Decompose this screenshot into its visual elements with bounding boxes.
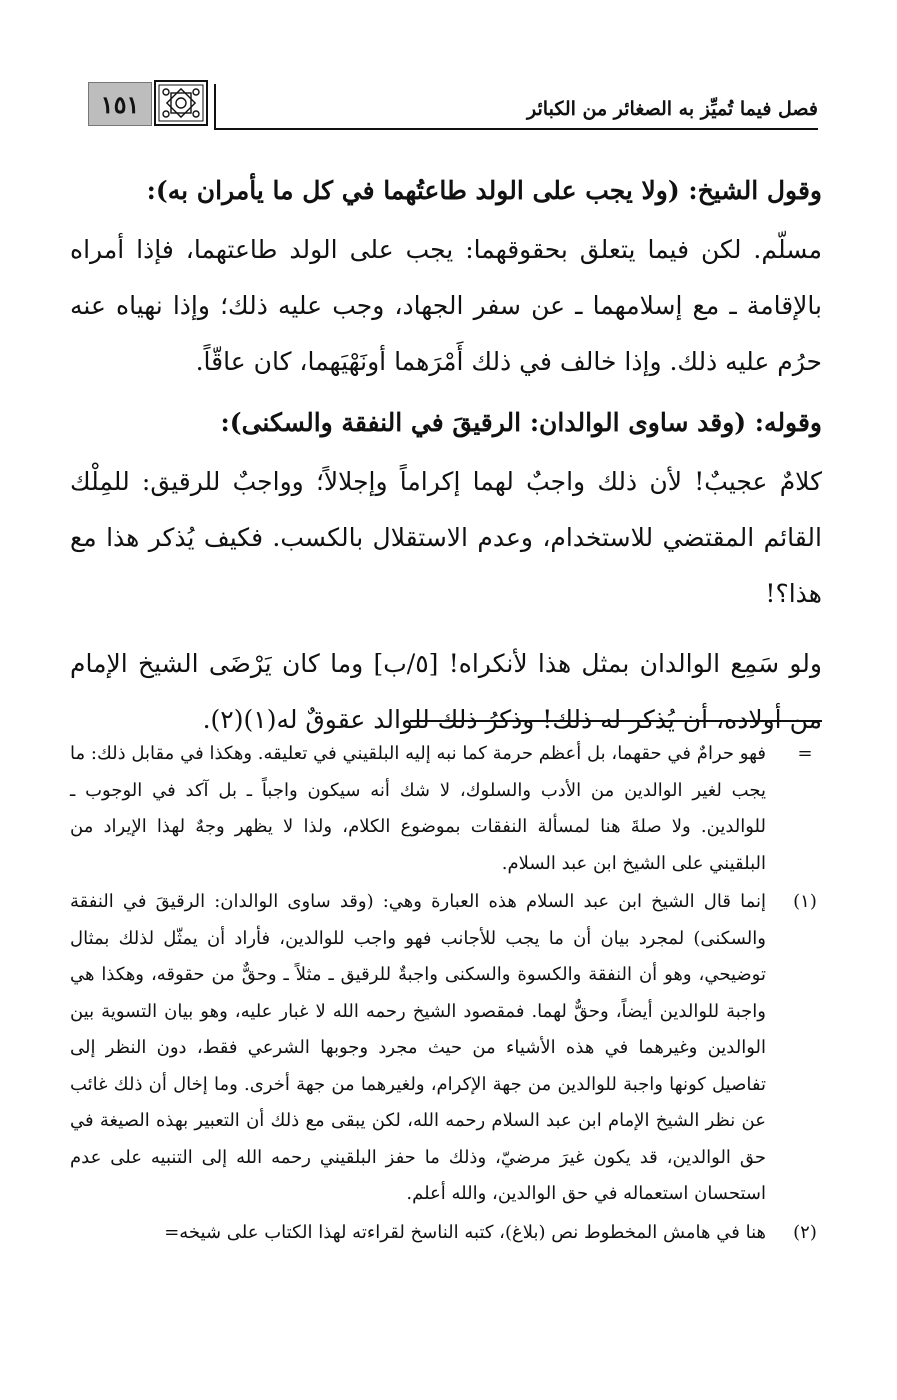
footnote-2 <box>70 1215 830 1252</box>
main-text <box>70 160 822 748</box>
page-number: ١٥١ <box>100 89 140 119</box>
footnote-mark: (٢) <box>793 1221 817 1243</box>
footnote-separator <box>410 720 822 722</box>
page-header <box>88 70 818 132</box>
running-title: فصل فيما تُميِّز به الصغائر من الكبائر <box>527 98 818 120</box>
ornament-icon <box>154 80 208 126</box>
footnote-text: هنا في هامش المخطوط نص (بلاغ)، كتبه الناسخ لقراءته لهذا الكتاب على شيخه= <box>164 1221 766 1243</box>
paragraph-2: كلامٌ عجيبٌ! لأن ذلك واجبٌ لهما إكراماً وإجلالاً؛ وواجبٌ للرقيق: للمِلْك القائم المقتضي للاستخدام، وعدم الاستقلال بالكسب. فكيف يُذكر هذا مع هذا؟! <box>70 467 822 608</box>
page-number-badge <box>88 82 152 126</box>
section-heading-2: وقوله: (وقد ساوى الوالدان: الرقيقَ في النفقة والسكنى): <box>220 408 822 437</box>
header-divider <box>214 84 216 130</box>
paragraph-3: ولو سَمِع الوالدان بمثل هذا لأنكراه! [٥/ب] وما كان يَرْضَى الشيخ الإمام من أولاده، أن يُذكر له ذلك! وذكرُ ذلك للوالد عقوقٌ له(١)(٢). <box>70 649 822 734</box>
footnotes <box>70 736 830 1251</box>
footnote-1 <box>70 884 830 1213</box>
footnote-text: فهو حرامٌ في حقهما، بل أعظم حرمة كما نبه إليه البلقيني في تعليقه. وهكذا في مقابل ذلك: ما يجب لغير الوالدين من الأدب والسلوك، لا شك أنه سيكون واجباً ـ بل آكد في الوجوب ـ للوالدين. ولا صلةَ هنا لمسألة النفقات بموضوع الكلام، ولذا لا يظهر وجهٌ لهذا الإيراد من البلقيني على الشيخ ابن عبد السلام. <box>70 743 766 874</box>
header-rule <box>216 128 818 130</box>
footnote-mark: = <box>797 743 813 764</box>
paragraph-1: مسلّم. لكن فيما يتعلق بحقوقهما: يجب على الولد طاعتهما، فإذا أمراه بالإقامة ـ مع إسلامهما ـ عن سفر الجهاد، وجب عليه ذلك؛ وإذا نهياه عنه حرُم عليه ذلك. وإذا خالف في ذلك أَمْرَهما أونَهْيَهما، كان عاقّاً. <box>70 235 822 376</box>
footnote-text: إنما قال الشيخ ابن عبد السلام هذه العبارة وهي: (وقد ساوى الوالدان: الرقيقَ في النفقة والسكنى) لمجرد بيان أن ما يجب للأجانب فهو واجب للوالدين، فأراد أن يمثّل لذلك بمثال توضيحي، وهو أن النفقة والكسوة والسكنى واجبةٌ للرقيق ـ مثلاً ـ وحقٌّ من حقوقه، وهكذا هي واجبة للوالدين أيضاً، وحقٌّ لهما. فمقصود الشيخ رحمه الله لا غبار عليه، وهو بيان التسوية بين الوالدين وغيرهما في هذه الأشياء من حيث مجرد وجوبها الشرعي فقط، دون النظر إلى تفاصيل كونها واجبة للوالدين من جهة الإكرام، ولغيرهما من جهة أخرى. وما إخال أن ذلك غائب عن نظر الشيخ الإمام ابن عبد السلام رحمه الله، لكن يبقى مع ذلك أن التعبير بهذه الصيغة في حق الوالدين، قد يكون غيرَ مرضيّ، وذلك ما حفز البلقيني رحمه الله إلى التنبيه على عدم استحسان استعماله في حق الوالدين، والله أعلم. <box>70 891 766 1204</box>
section-heading-1: وقول الشيخ: (ولا يجب على الولد طاعتُهما في كل ما يأمران به): <box>146 176 822 205</box>
footnote-continuation <box>70 736 830 882</box>
footnote-mark: (١) <box>793 891 817 912</box>
